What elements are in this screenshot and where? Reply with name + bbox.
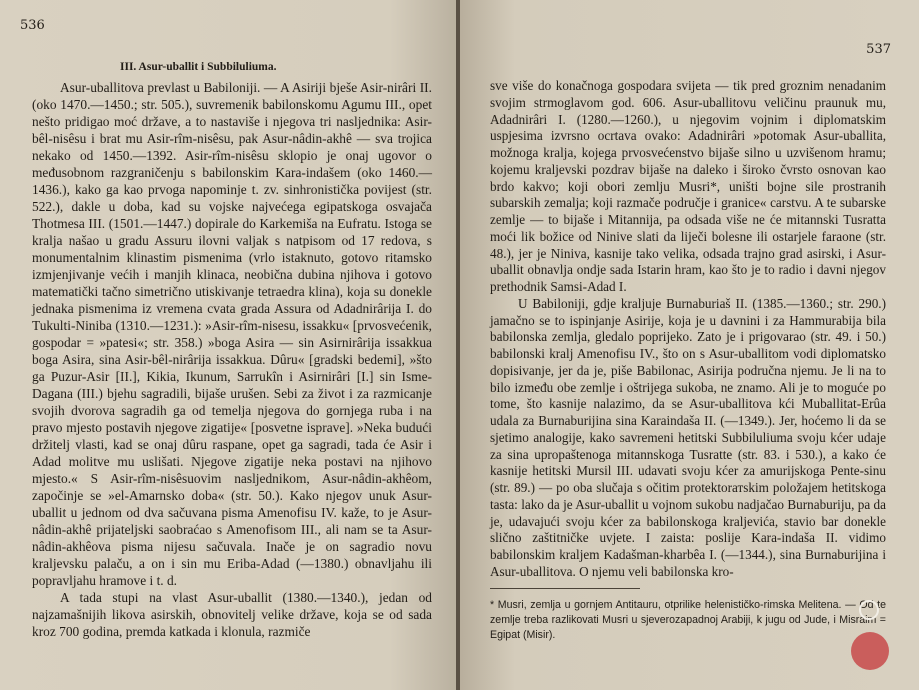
page-number: 537 [866, 42, 891, 57]
record-button[interactable] [851, 632, 889, 670]
right-text-column [490, 78, 886, 581]
page-number: 536 [20, 18, 45, 33]
left-text-column [32, 79, 432, 640]
paragraph: A tada stupi na vlast Asur-uballit (1380.—1340.), jedan od najzamašnijih likova asirskih, obnovitelj velike države, koja se od sada kroz 700 godina, premda katkada i klonula, razmiče [32, 590, 432, 639]
left-page [0, 0, 458, 690]
section-header: III. Asur-uballit i Subbiluliuma. [120, 61, 277, 73]
paragraph: U Babiloniji, gdje kraljuje Burnaburiaš II. (1385.—1360.; str. 290.) jamačno se to ispinjanje Asirije, koja je u davnini i za Hammurabija bila babilonska zemlja, gledalo popriјeko. Zato je i prigovarao (str. 49. i 50.) babilonski kralj Amenofisu IV., što on s Asur-uballitom vodi diplomatsko dopisivanje, jer da je, piše Babilonac, Asirija područna njemu. Je li na to bilo između obe zemlje i oštrijega sukoba, ne znamo. Ali je to moguće po tome, što kasnije nalazimo, da se Asur-uballitova kći Muballitat-Erûa udala za Burnaburijina sina Karaindaša II. (—1349.). Jer, hoćemo li da se sjetimo analogije, kako savremeni hetitski Subbiluliuma svoju kćer udaje za sina upropaštenoga mitannskoga Tusratte (str. 83. i 530.), a kako će kasnije hetitski Mursil III. udavati svoju kćer za amurijskoga Pente-sinu (str. 89.) — po oba slučaja s očitim protektorатskim položajem hetitskoga tasta: lako da je Asur-uballit u vojnom sukobu nadjačao Burnaburiju, pa da je, udavajući svoju kćer za babilonskoga kraljevića, stavio bar donekle slično zaštitničke uvjete. I zaista: poslije Kara-indaša II. vidimo babilonskim kraljem Kadašman-kharbêa I. (—1344.), sina Burnaburijina i Asur-uballitova. O njemu veli babilonska kro- [490, 295, 886, 579]
paragraph: sve više do konačnoga gospodara svijeta — tik pred groznim nenadanim svojim strmoglavom god. 606. Asur-uballitovu veličinu praunuk mu, Adadnirâri I. (1280.—1260.), u njegovim vojnim i diplomatskim uspjesima izvrsno ocrtava ovako: Adadnirâri »potomak Asur-uballita, možnoga kralja, kojega prvosvećenstvo bijaše silno u uzvišenom hramu; kojemu kraljevski pozdrav bijaše na daleko i široko čvrsto osnovan kao brdo kakvo; koji obori zemlju Musri*, uništi bojne sile prostranih subarskih zemalja; koji razmače područje i granice« carstvu. A te subarske zemlje — to bijaše i Mitannija, pa odsada više ne će mitannski Tusratta moći lik božice od Ninive slati da liječi bolesne ili ostarjele faraone (str. 48.), jer je Niniva, kasnije tako velika, odsada trajno grad asirski, i Asur-uballit obnavlja ondje sada Istarin hram, kao što je to radio i davni njegov prethodnik Samsi-Adad I. [490, 78, 886, 294]
footnote: * Musri, zemlja u gornjem Antitauru, otprilike helenističko-rimska Melitena. — Od te zemlje treba razlikovati Musri u sjeverozapadnoj Arabiji, k jugu od Jude, i Misraim = Egipat (Misir). [490, 599, 886, 641]
footnote-rule [490, 588, 640, 589]
right-page [460, 0, 919, 690]
camera-lens-icon[interactable] [859, 600, 879, 620]
paragraph: Asur-uballitova prevlast u Babiloniji. — A Asiriji bješe Asir-nirâri II. (oko 1470.—1450.; str. 505.), suvremenik babilonskomu Agumu III., opet nešto pridigao moć države, a to nastaviše i njegova tri nasljednika: Asir-bêl-nisêsu i brat mu Asir-rîm-nisêsu, pak Asur-nâdin-akhê — sva trojica nekako od 1450.—1392. Asir-rîm-nisêsu sklopio je onaj ugovor o međusobnom razgraničenju s babilonskim Kara-indašem (oko 1460.—1436.), kako ga kao prvoga napominje t. zv. sinhronistička povijest (str. 522.), dakle u doba, kad su vojske najvećega egipatskoga osvajača Thotmesa III. (1501.—1447.) dopirale do Karkemiša na Eufratu. Istoga se kralja našao u gradu Assuru ilovni valjak s natpisom od 17 redova, s monumentalnim klinastim pismenima (vrlo istaknuto, gotovo ritamsko izmjenjivanje većih i manjih klinaca, neobična dubina njihova i gotovo matematički tačno simetrično utiskivanje tetraedra klina), koja su donekle jednaka pismenima iz vremena cvata grada Assura od Adadnirârija I. do Tukulti-Niniba (1310.—1231.): »Asir-rîm-nisesu, issakku« [prvosvećenik, gospodar = »patesi«; str. 358.) »boga Asira — sin Asirnirârija issakkua boga Asira, sina Asir-bêl-nirârija issakkua. Dûru« [gradski bedemi], »što ga Puzur-Asir [II.], Kikia, Ikunum, Sarrukîn i Asirnirâri [I.] sin Isme-Dagana (III.) bjehu sagradili, bijaše urušen. Sebi za život i za razmicanje svojih dvorova sagradih ga od temelja njegova do gornjega ruba i na pravo mjesto postavih njegove zigatije« [posvetne isprave]. »Neka budući držitelj vlasti, kad se onaj dûru raspane, opet ga sagradi, tada će Asir i Adad molitve mu uslišati. Njegove zigatije neka postavi na njihovo mjesto.« S Asir-rîm-nisêsuovim nasljednikom, Asur-nâdin-akhêom, započinje se »el-Amarnsko doba« (str. 50.). Kako njegov unuk Asur-uballit u jednom od dva sačuvana pisma Amenofisu IV. kaže, to je Asur-nâdin-akhê prijateljski saobraćao s Amenofisom III., ali nam se ta Asur-nâdin-akhêova pisma nijesu sačuvala. Inače je on sagradio novu kraljevsku palaču, a on i sin mu Eriba-Adad (—1380.) obnavljahu ili popravljahu hramove i t. d. [32, 80, 432, 588]
